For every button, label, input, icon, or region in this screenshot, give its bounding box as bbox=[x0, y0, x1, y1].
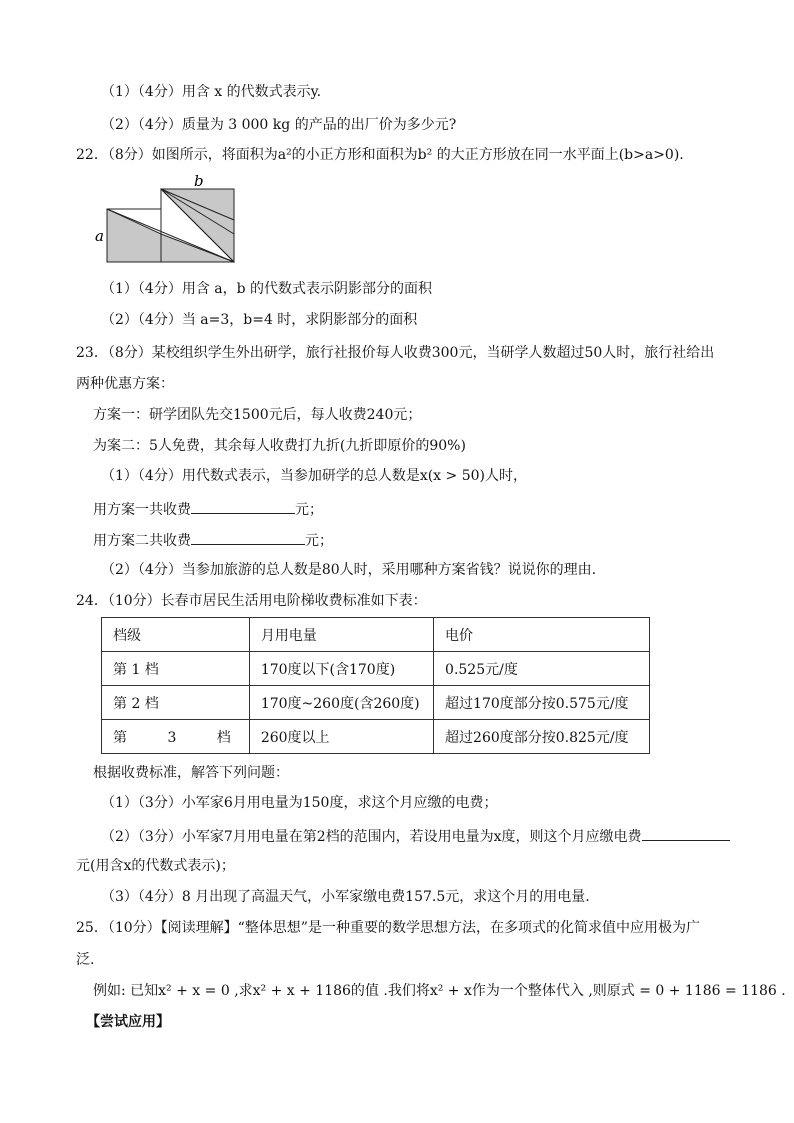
table-row bbox=[102, 686, 650, 720]
squares-figure bbox=[92, 172, 292, 264]
q21-part1: （1）（4分）用含 x 的代数式表示y. bbox=[101, 84, 322, 100]
q22-part2: （2）（4分）当 a=3，b=4 时，求阴影部分的面积 bbox=[101, 312, 418, 328]
q24-intro: 根据收费标准，解答下列问题： bbox=[93, 765, 289, 781]
q23-plan2: 为案二：5人免费，其余每人收费打九折(九折即原价的90%) bbox=[93, 438, 466, 454]
q24-part3: （3）（4分）8 月出现了高温天气，小军家缴电费157.5元，求这个月的用电量. bbox=[101, 889, 590, 905]
answer-blank-fee[interactable] bbox=[642, 826, 730, 841]
table-cell: 260度以上 bbox=[249, 720, 433, 754]
answer-blank-plan2[interactable] bbox=[191, 530, 305, 545]
fill1-suffix: 元； bbox=[295, 502, 323, 518]
table-cell: 第 1 档 bbox=[102, 652, 250, 686]
q24-stem: 24．（10分）长春市居民生活用电阶梯收费标准如下表： bbox=[76, 593, 427, 609]
fill2-prefix: 用方案二共收费 bbox=[93, 533, 191, 549]
q24-part1: （1）（3分）小军家6月用电量为150度，求这个月应缴的电费； bbox=[101, 795, 498, 811]
q24-part2-cont: 元(用含x的代数式表示)； bbox=[76, 858, 235, 874]
q24-part2-text: （2）（3分）小军家7月用电量在第2档的范围内，若设用电量为x度，则这个月应缴电费 bbox=[101, 829, 642, 845]
table-cell: 超过170度部分按0.575元/度 bbox=[434, 686, 650, 720]
q23-part1: （1）（4分）用代数式表示，当参加研学的总人数是x(x > 50)人时， bbox=[101, 468, 527, 484]
q23-fill1 bbox=[93, 499, 323, 519]
q23-stem-line1: 23．（8分）某校组织学生外出研学，旅行社报价每人收费300元，当研学人数超过50人时，旅行社给出 bbox=[76, 345, 715, 361]
q23-fill2 bbox=[93, 530, 333, 550]
q22-stem: 22．（8分）如图所示，将面积为a²的小正方形和面积为b² 的大正方形放在同一水平面上(b>a>0). bbox=[76, 147, 684, 163]
label-b: b bbox=[194, 172, 204, 190]
table-cell: 第 2 档 bbox=[102, 686, 250, 720]
q23-stem-line2: 两种优惠方案： bbox=[76, 376, 174, 392]
table-cell: 超过260度部分按0.825元/度 bbox=[434, 720, 650, 754]
table-header: 月用电量 bbox=[249, 618, 433, 652]
table-header-row bbox=[102, 618, 650, 652]
table-header: 电价 bbox=[434, 618, 650, 652]
table-header: 档级 bbox=[102, 618, 250, 652]
table-cell: 170度~260度(含260度) bbox=[249, 686, 433, 720]
electricity-fee-table bbox=[101, 617, 650, 754]
table-row bbox=[102, 720, 650, 754]
q23-part2: （2）（4分）当参加旅游的总人数是80人时，采用哪种方案省钱？说说你的理由. bbox=[101, 562, 597, 578]
table-cell: 0.525元/度 bbox=[434, 652, 650, 686]
table-cell: 第 3 档 bbox=[102, 720, 250, 754]
q25-example: 例如: 已知x² + x = 0 ,求x² + x + 1186的值 .我们将x² + x作为一个整体代入 ,则原式 = 0 + 1186 = 1186 . bbox=[93, 983, 786, 999]
q25-stem-line2: 泛. bbox=[76, 952, 95, 968]
q21-part2: （2）（4分）质量为 3 000 kg 的产品的出厂价为多少元? bbox=[101, 117, 457, 133]
fill1-prefix: 用方案一共收费 bbox=[93, 502, 191, 518]
table-cell: 170度以下(含170度) bbox=[249, 652, 433, 686]
table-row bbox=[102, 652, 650, 686]
fill2-suffix: 元； bbox=[305, 533, 333, 549]
q24-part2 bbox=[101, 826, 730, 846]
q23-plan1: 方案一：研学团队先交1500元后，每人收费240元； bbox=[93, 407, 422, 423]
label-a: a bbox=[95, 227, 104, 245]
answer-blank-plan1[interactable] bbox=[191, 499, 295, 514]
q22-part1: （1）（4分）用含 a，b 的代数式表示阴影部分的面积 bbox=[101, 281, 433, 297]
q25-stem-line1: 25．（10分）【阅读理解】“整体思想”是一种重要的数学思想方法，在多项式的化简求值中应用极为广 bbox=[76, 920, 700, 936]
q25-heading: 【尝试应用】 bbox=[86, 1014, 170, 1030]
